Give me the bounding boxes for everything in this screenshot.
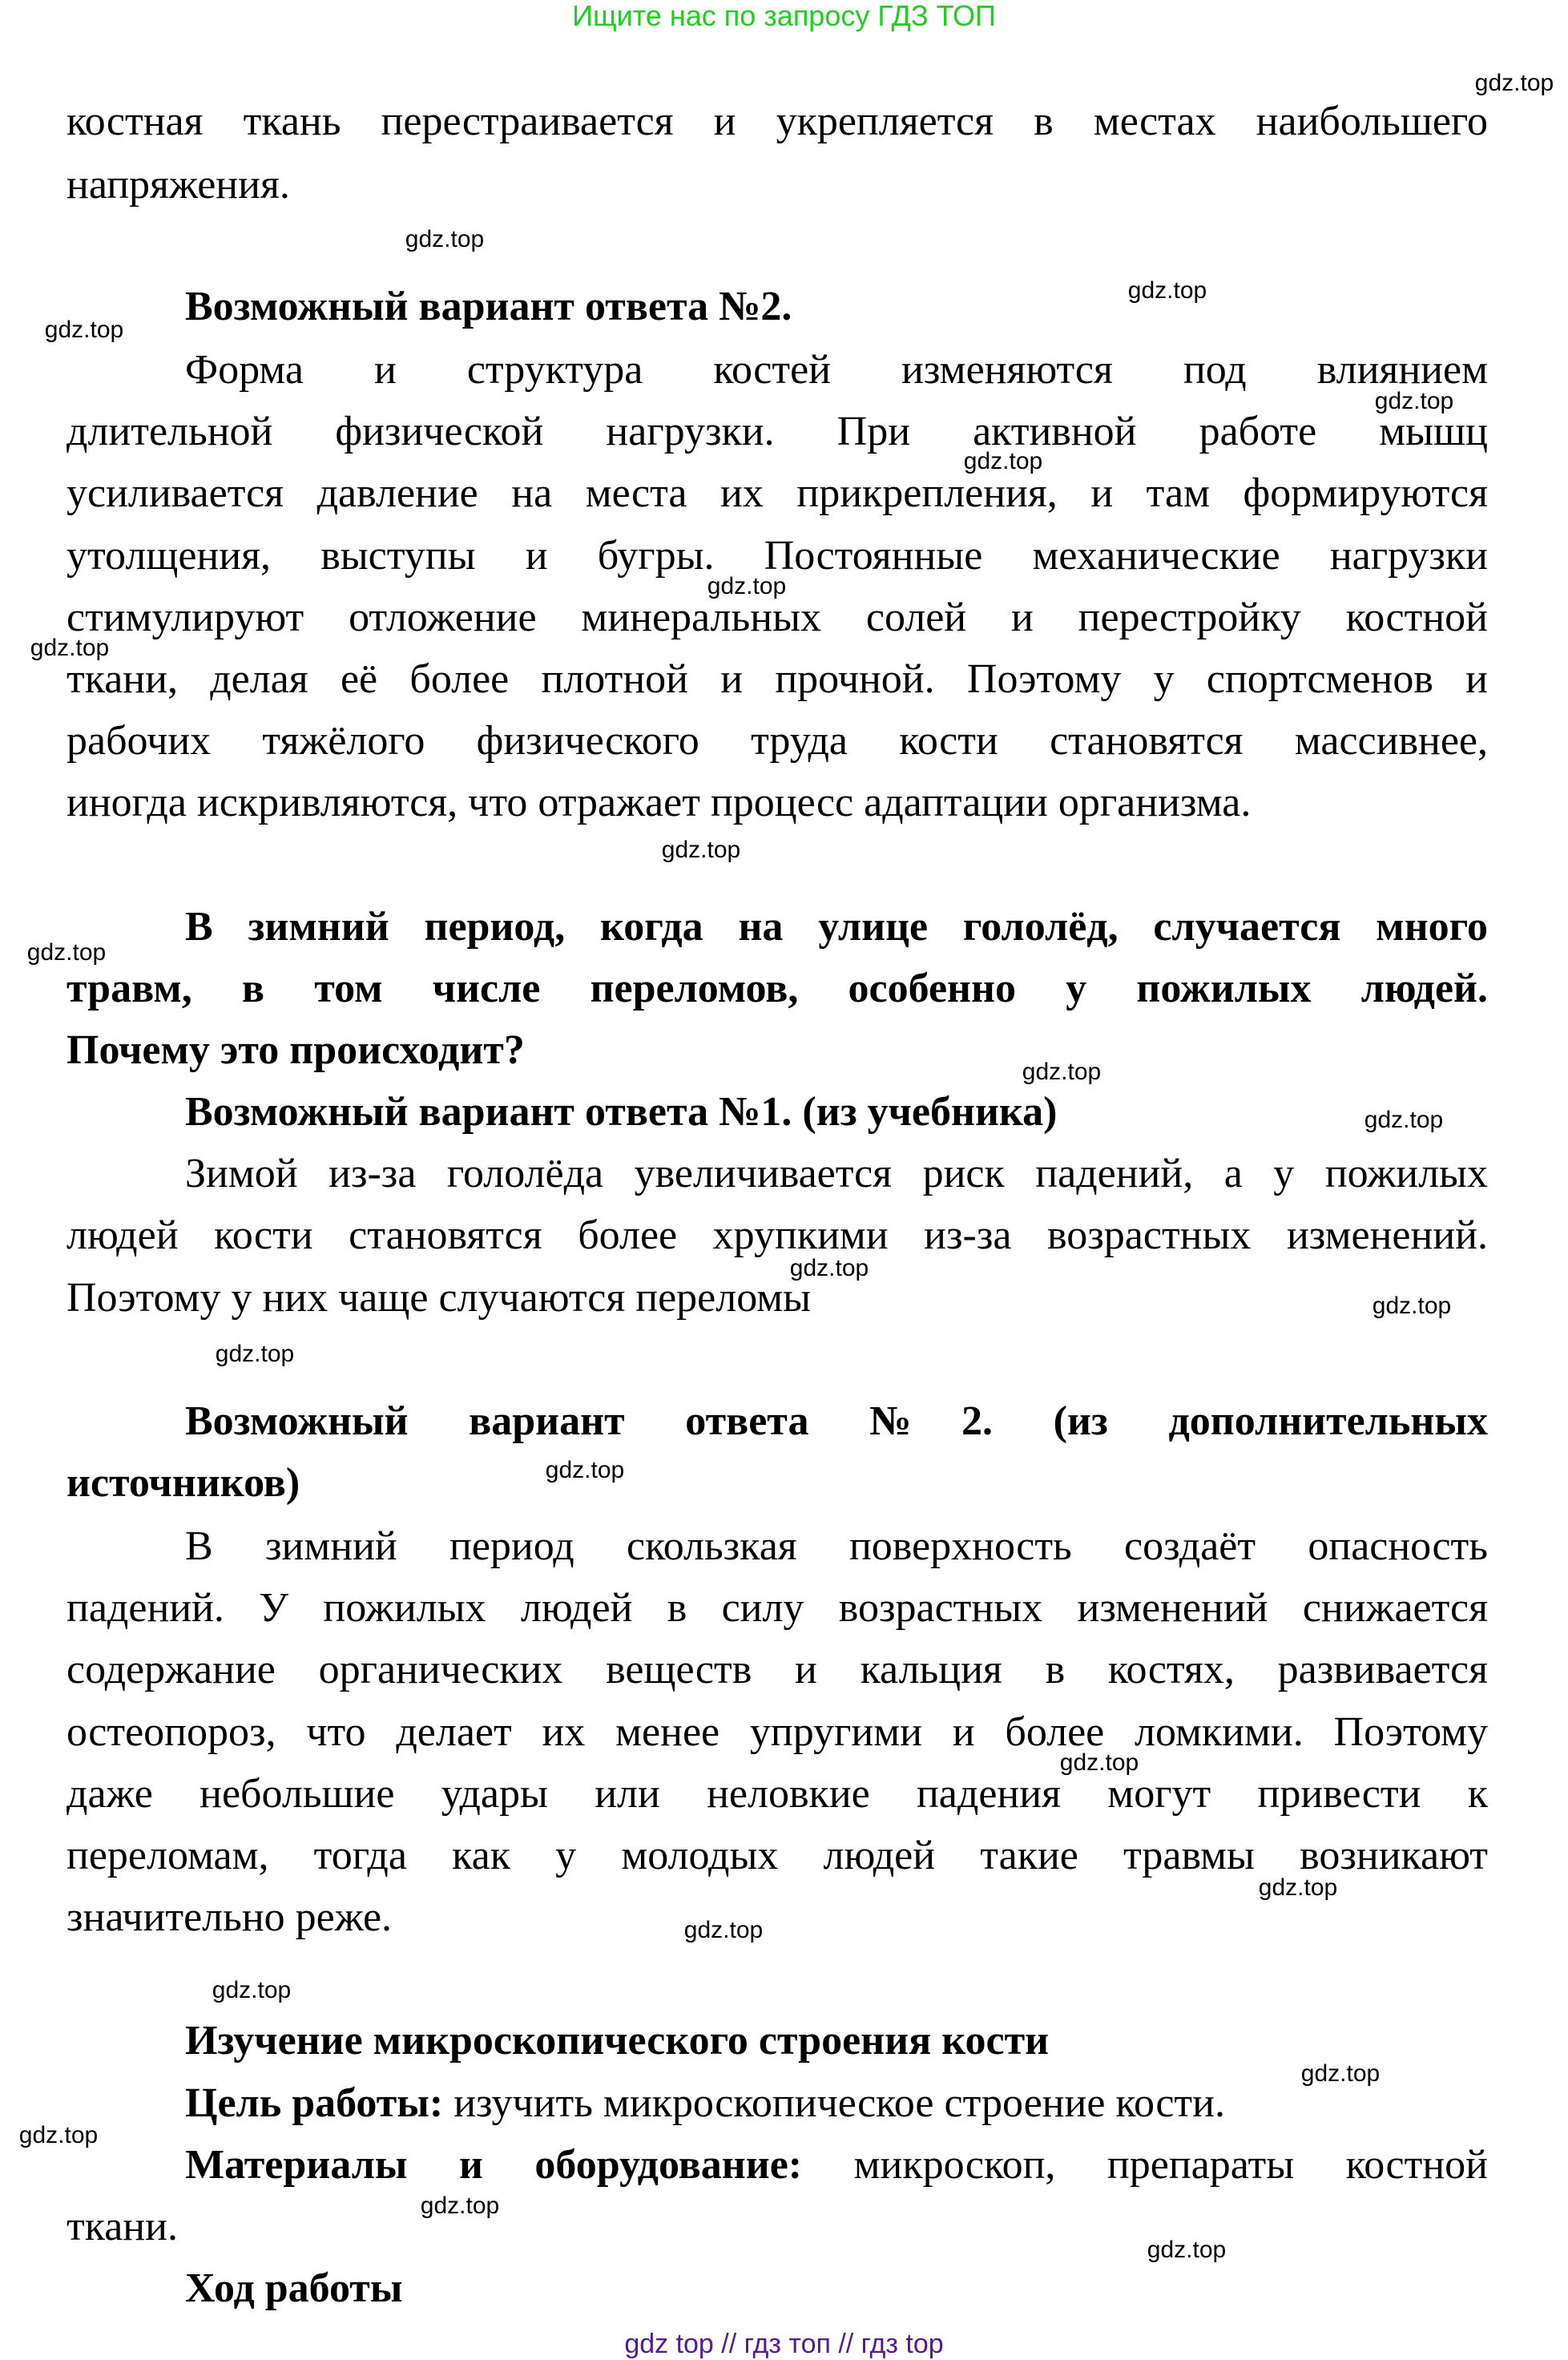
text-line: людей кости становятся более хрупкими из-за возрастных изменений. <box>67 1212 1488 1258</box>
heading-line: Почему это происходит? <box>67 1027 525 1073</box>
field-value: изучить микроскопическое строение кости. <box>443 2080 1225 2126</box>
text-line: Поэтому у них чаще случаются переломы <box>67 1275 812 1321</box>
text-line <box>185 2134 1488 2196</box>
watermark: gdz.top <box>661 837 741 863</box>
footer-links[interactable]: gdz top // гдз топ // гдз top <box>624 2329 944 2359</box>
watermark: gdz.top <box>1059 1749 1139 1776</box>
watermark: gdz.top <box>963 448 1043 474</box>
watermark: gdz.top <box>26 939 107 966</box>
watermark: gdz.top <box>215 1341 295 1367</box>
heading-line: Возможный вариант ответа №1. (из учебника) <box>185 1089 1058 1135</box>
text-line: длительной физической нагрузки. При активной работе мышц <box>67 409 1488 454</box>
watermark: gdz.top <box>18 2122 99 2148</box>
field-value: микроскоп, препараты костной <box>802 2142 1488 2188</box>
text-line: ткани. <box>67 2204 178 2249</box>
watermark: gdz.top <box>1300 2060 1381 2087</box>
watermark: gdz.top <box>1147 2237 1227 2263</box>
text-line: Зимой из-за гололёда увеличивается риск падений, а у пожилых <box>185 1151 1488 1196</box>
text-line <box>185 2072 1488 2134</box>
watermark: gdz.top <box>30 635 110 661</box>
search-banner[interactable]: Ищите нас по запросу ГДЗ ТОП <box>572 0 996 32</box>
watermark: gdz.top <box>789 1255 869 1281</box>
text-line: Форма и структура костей изменяются под влиянием <box>185 347 1488 393</box>
text-line: даже небольшие удары или неловкие падения могут привести к <box>67 1771 1488 1817</box>
heading-line: Возможный вариант ответа №2. (из дополнительных <box>185 1398 1488 1444</box>
watermark: gdz.top <box>1127 277 1207 304</box>
watermark: gdz.top <box>1364 1107 1444 1133</box>
text-line: костная ткань перестраивается и укрепляется в местах наибольшего <box>67 99 1488 144</box>
watermark: gdz.top <box>420 2193 500 2219</box>
watermark: gdz.top <box>405 226 485 252</box>
field-label: Цель работы: <box>185 2080 444 2126</box>
text-line: переломам, тогда как у молодых людей такие травмы возникают <box>67 1833 1488 1878</box>
heading-line: источников) <box>67 1460 300 1506</box>
text-line: стимулируют отложение минеральных солей и перестройку костной <box>67 595 1488 640</box>
watermark: gdz.top <box>545 1457 625 1483</box>
heading-line: Возможный вариант ответа №2. <box>185 284 792 329</box>
text-line: напряжения. <box>67 162 290 208</box>
text-line: усиливается давление на места их прикрепления, и там формируются <box>67 470 1488 516</box>
watermark: gdz.top <box>212 1977 292 2003</box>
text-line: иногда искривляются, что отражает процесс адаптации организма. <box>67 780 1252 825</box>
watermark: gdz.top <box>683 1917 764 1943</box>
heading-line: Ход работы <box>185 2265 403 2311</box>
watermark: gdz.top <box>44 317 124 343</box>
text-line: утолщения, выступы и бугры. Постоянные механические нагрузки <box>67 533 1488 579</box>
watermark: gdz.top <box>1474 70 1554 96</box>
text-line: рабочих тяжёлого физического труда кости становятся массивнее, <box>67 718 1488 764</box>
text-line: содержание органических веществ и кальция в костях, развивается <box>67 1647 1488 1692</box>
watermark: gdz.top <box>1372 1293 1452 1319</box>
text-line: падений. У пожилых людей в силу возрастных изменений снижается <box>67 1585 1488 1631</box>
heading-line: травм, в том числе переломов, особенно у пожилых людей. <box>67 966 1488 1011</box>
watermark: gdz.top <box>1374 388 1454 414</box>
field-label: Материалы и оборудование: <box>185 2142 803 2188</box>
text-line: В зимний период скользкая поверхность создаёт опасность <box>185 1523 1488 1569</box>
watermark: gdz.top <box>707 573 787 599</box>
text-line: остеопороз, что делает их менее упругими и более ломкими. Поэтому <box>67 1709 1488 1755</box>
heading-line: В зимний период, когда на улице гололёд, случается много <box>185 904 1488 950</box>
text-line: значительно реже. <box>67 1894 393 1940</box>
watermark: gdz.top <box>1258 1874 1338 1901</box>
text-line: ткани, делая её более плотной и прочной. Поэтому у спортсменов и <box>67 656 1488 702</box>
heading-line: Изучение микроскопического строения кости <box>185 2018 1050 2063</box>
watermark: gdz.top <box>1022 1059 1102 1085</box>
